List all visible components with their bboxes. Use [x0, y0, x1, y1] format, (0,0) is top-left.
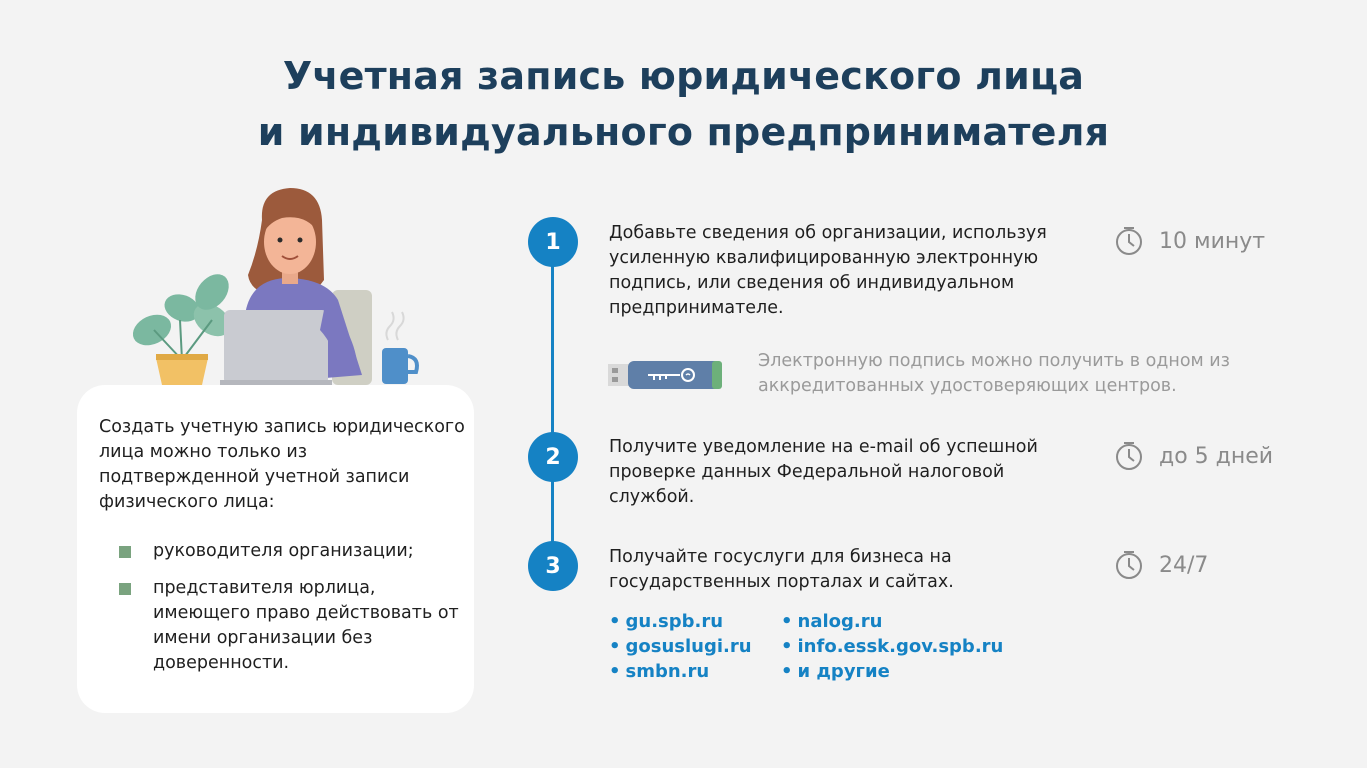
step-2-number: 2 [528, 432, 578, 482]
link-text: smbn.ru [625, 661, 710, 682]
step-2-time-label: до 5 дней [1159, 443, 1274, 469]
title-line-2: и индивидуального предпринимателя [257, 110, 1110, 154]
square-bullet-icon [119, 583, 131, 595]
info-card [77, 385, 474, 713]
link-text: info.essk.gov.spb.ru [797, 636, 1004, 657]
page-title [0, 48, 1367, 160]
link-text: gosuslugi.ru [625, 636, 752, 657]
portal-links [609, 609, 1059, 684]
step-1-text: Добавьте сведения об организации, используя усиленную квалифицированную электронную подпись, или сведения об индивидуальном предпринимателе. [609, 223, 1047, 318]
link-gosuslugi[interactable]: • gosuslugi.ru [609, 636, 752, 657]
link-gu-spb[interactable]: • gu.spb.ru [609, 611, 724, 632]
step-2-text: Получите уведомление на e-mail об успешной проверке данных Федеральной налоговой службой. [609, 437, 1038, 507]
clock-icon [1113, 549, 1145, 581]
title-line-1: Учетная запись юридического лица [282, 54, 1085, 98]
link-nalog[interactable]: • nalog.ru [781, 611, 883, 632]
step-2-time [1113, 440, 1273, 472]
link-info-essk[interactable]: • info.essk.gov.spb.ru [781, 636, 1004, 657]
link-text: nalog.ru [797, 611, 883, 632]
step-1-time [1113, 225, 1265, 257]
list-item [119, 539, 459, 564]
step-3-number: 3 [528, 541, 578, 591]
step-3-text: Получайте госуслуги для бизнеса на государственных порталах и сайтах. [609, 547, 954, 592]
step-3-time-label: 24/7 [1159, 552, 1209, 578]
step-1-number: 1 [528, 217, 578, 267]
usb-key-icon [608, 356, 726, 398]
token-note: Электронную подпись можно получить в одном из аккредитованных удостоверяющих центров. [758, 351, 1230, 396]
link-others: • и другие [781, 661, 890, 682]
list-item-text: представителя юрлица, имеющего право действовать от имени организации без доверенности. [153, 578, 459, 673]
clock-icon [1113, 440, 1145, 472]
link-text: gu.spb.ru [625, 611, 724, 632]
woman-at-laptop-illustration [120, 180, 440, 390]
list-item [119, 576, 459, 676]
clock-icon [1113, 225, 1145, 257]
link-text: и другие [797, 661, 890, 682]
list-item-text: руководителя организации; [153, 541, 414, 561]
timeline-line [551, 240, 554, 570]
link-smbn[interactable]: • smbn.ru [609, 661, 710, 682]
card-list [119, 539, 459, 688]
card-intro-text: Создать учетную запись юридического лица можно только из подтвержденной учетной записи физического лица: [99, 417, 465, 512]
step-1-time-label: 10 минут [1159, 228, 1266, 254]
square-bullet-icon [119, 546, 131, 558]
step-3-time [1113, 549, 1208, 581]
